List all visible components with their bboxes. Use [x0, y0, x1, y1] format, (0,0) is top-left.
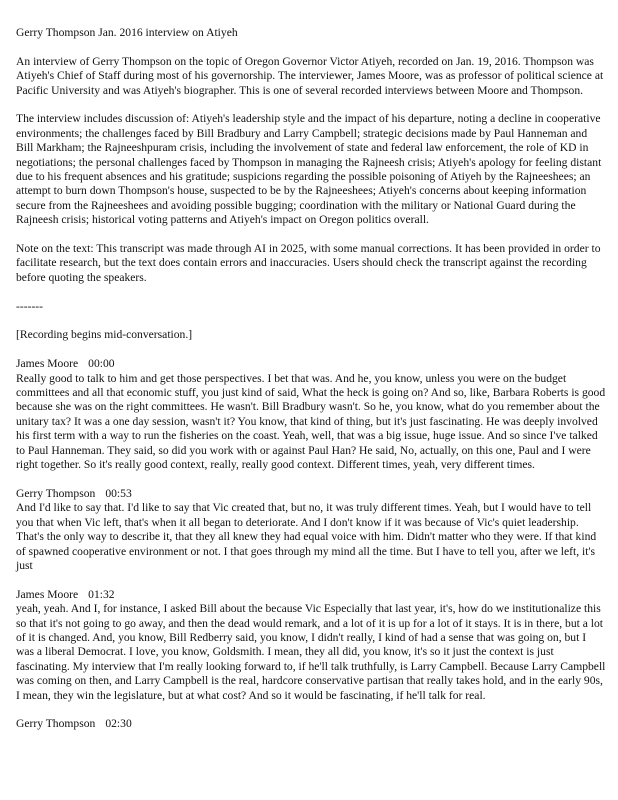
speaker-name: James Moore [16, 587, 79, 601]
speaker-name: Gerry Thompson [16, 717, 96, 731]
timestamp: 00:00 [88, 357, 115, 371]
intro-paragraph: An interview of Gerry Thompson on the topic of Oregon Governor Victor Atiyeh, recorded on Jan. 19, 2016. Thompson was Atiyeh's Chief of Staff during most of his governorship. The interviewer, James Moore, was as professor of political science at Pacific University and was Atiyeh's biographer. This is one of several recorded interviews between Moore and Thompson. [16, 54, 604, 97]
speaker-name: James Moore [16, 357, 79, 371]
timestamp: 01:32 [88, 587, 115, 601]
entry-text: Really good to talk to him and get those perspectives. I bet that was. And he, you know, unless you were on the budget committees and all that economic stuff, you just kind of said, What the heck is going on? And so, like, Barbara Roberts is good because she was on the right committees. He wasn't. Bill Bradbury wasn't. So he, you know, what do you remember about the unitary tax? It was a one day session, wasn't it? You know, that kind of thing, but it's just fascinating. He was deeply involved his first term with a way to run the fisheries on the coast. Yeah, well, that was a big issue, huge issue. And so since I've talked to Paul Hanneman. They said, so did you work with or against Paul Han? He said, No, actually, on this one, Paul and I were right together. So it's really good context, really, really good context. Different times, yeah, very different times. [16, 371, 606, 472]
transcript-entry [16, 487, 606, 573]
summary-paragraph: The interview includes discussion of: Atiyeh's leadership style and the impact of his departure, noting a decline in cooperative environments; the challenges faced by Bill Bradbury and Larry Campbell; strategic decisions made by Paul Hanneman and Bill Markham; the Rajneeshpuram crisis, including the involvement of state and federal law enforcement, the role of KD in negotiations; the personal challenges faced by Thompson in managing the Rajneesh crisis; Atiyeh's apology for feeling distant due to his frequent absences and his gratitude; suspicions regarding the possible poisoning of Atiyeh by the Rajneeshees; an attempt to burn down Thompson's house, suspected to be by the Rajneeshees; Atiyeh's concerns about keeping information secure from the Rajneeshees and avoiding possible bugging; coordination with the military or National Guard during the Rajneesh crisis; historical voting patterns and Atiyeh's impact on Oregon politics overall. [16, 112, 602, 227]
document-title: Gerry Thompson Jan. 2016 interview on Atiyeh [16, 26, 238, 39]
note-paragraph: Note on the text: This transcript was made through AI in 2025, with some manual corrections. It has been provided in order to facilitate research, but the text does contain errors and inaccuracies. Users should check the transcript against the recording before quoting the speakers. [16, 242, 601, 284]
timestamp: 02:30 [105, 717, 132, 731]
entry-text: yeah, yeah. And I, for instance, I asked Bill about the because Vic Especially that last year, it's, how do we institutionalize this so that it's not going to go away, and then the dead would remark, and a lot of it is up for a lot of it stays. It is in there, but a lot of it is changed. And, you know, Bill Redberry said, you know, I didn't really, I kind of had a sense that was going on, but I was a liberal Democrat. I love, you know, Goldsmith. I mean, they all did, you know, it's so it just the context is just fascinating. My interview that I'm really looking forward to, if he'll talk truthfully, is Larry Campbell. Because Larry Campbell was coming on then, and Larry Campbell is the real, hardcore conservative partisan that really takes hold, and in the early 90s, I mean, they win the legislature, but at what cost? And so it would be fascinating, if he'll talk for real. [16, 602, 606, 702]
speaker-line [16, 588, 606, 602]
divider: ------- [16, 299, 44, 313]
transcript-entry [16, 357, 606, 472]
transcript-entry [16, 717, 606, 731]
speaker-line [16, 357, 606, 371]
speaker-name: Gerry Thompson [16, 486, 96, 500]
speaker-line [16, 487, 606, 501]
timestamp: 00:53 [105, 486, 132, 500]
recording-note: [Recording begins mid-conversation.] [16, 328, 193, 342]
entry-text: And I'd like to say that. I'd like to say that Vic created that, but no, it was truly different times. Yeah, but I would have to tell you that when Vic left, that's when it all began to deteriorate. And I don't know if it was because of Vic's quiet leadership. That's the only way to describe it, that they all knew they had equal voice with him. Didn't matter who they were. If that kind of spawned cooperative environment or not. I that goes through my mind all the time. But I have to tell you, after we left, it's just [16, 501, 597, 572]
transcript-entry [16, 588, 606, 703]
transcript-page [16, 26, 606, 746]
speaker-line [16, 717, 606, 731]
